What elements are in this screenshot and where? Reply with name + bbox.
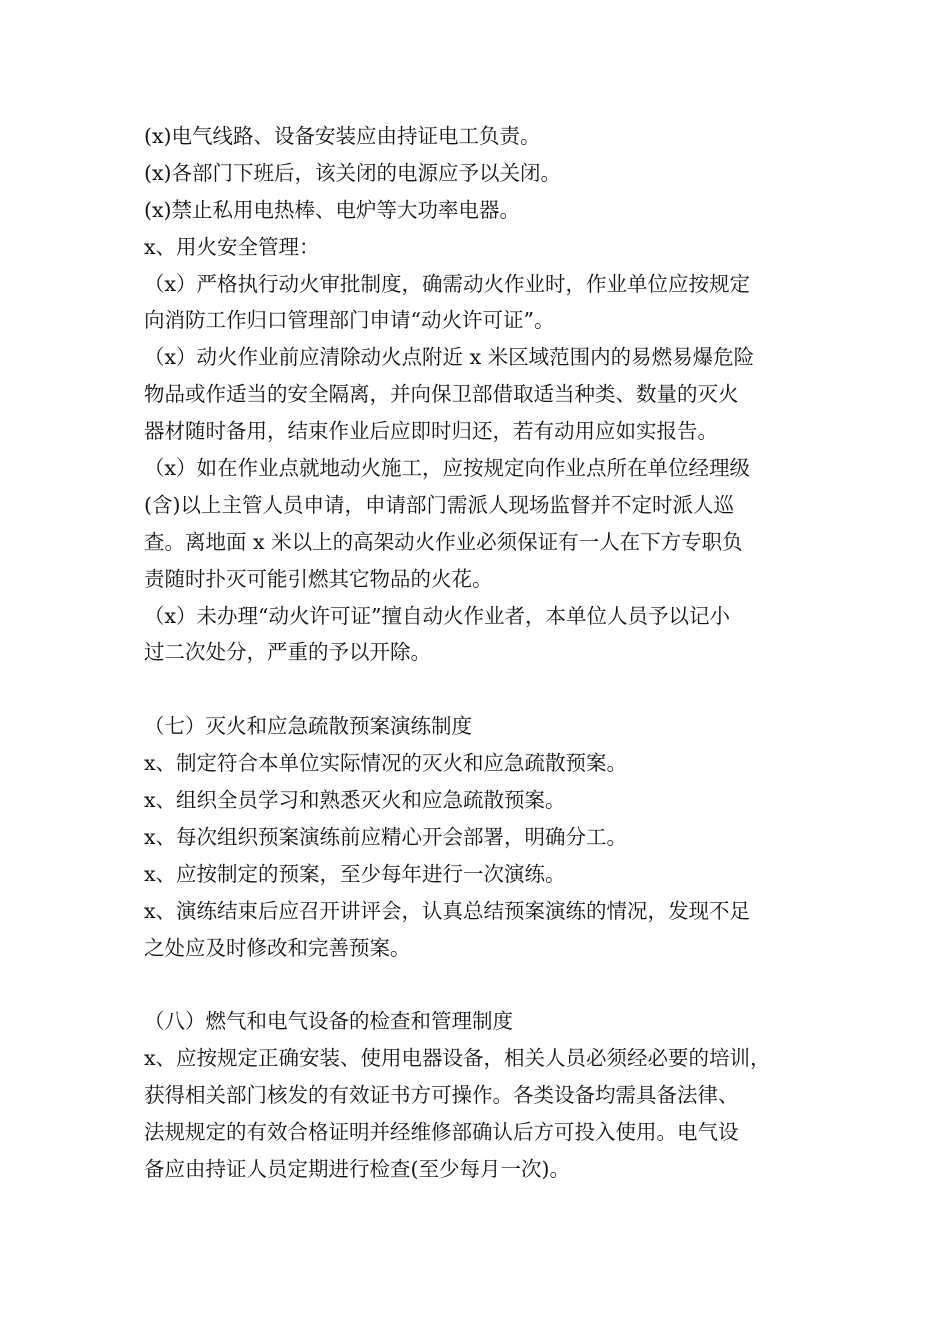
- text-line: 查。离地面 x 米以上的高架动火作业必须保证有一人在下方专职负: [144, 529, 743, 554]
- text-line: （x）未办理“动火许可证”擅自动火作业者，本单位人员予以记小: [144, 603, 731, 628]
- text-line: 之处应及时修改和完善预案。: [144, 935, 411, 960]
- text-line: x、组织全员学习和熟悉灭火和应急疏散预案。: [144, 788, 566, 813]
- text-line: （x）动火作业前应清除动火点附近 x 米区域范围内的易燃易爆危险: [144, 345, 755, 370]
- text-line: 备应由持证人员定期进行检查(至少每月一次)。: [144, 1156, 570, 1181]
- text-line: x、演练结束后应召开讲评会，认真总结预案演练的情况，发现不足: [144, 898, 751, 923]
- text-line: (含)以上主管人员申请，申请部门需派人现场监督并不定时派人巡: [144, 492, 734, 517]
- text-line: 获得相关部门核发的有效证书方可操作。各类设备均需具备法律、: [144, 1083, 739, 1108]
- text-line: x、应按制定的预案，至少每年进行一次演练。: [144, 861, 566, 886]
- section-heading: （八）燃气和电气设备的检查和管理制度: [144, 1009, 513, 1034]
- paragraph-gap: [144, 966, 816, 1003]
- text-line: x、用火安全管理：: [144, 234, 320, 259]
- section-heading: （七）灭火和应急疏散预案演练制度: [144, 714, 472, 739]
- text-line: 法规规定的有效合格证明并经维修部确认后方可投入使用。电气设: [144, 1120, 739, 1145]
- text-line: (x)各部门下班后，该关闭的电源应予以关闭。: [144, 160, 562, 185]
- text-line: 过二次处分，严重的予以开除。: [144, 640, 431, 665]
- text-line: （x）严格执行动火审批制度，确需动火作业时，作业单位应按规定: [144, 271, 751, 296]
- paragraph-gap: [144, 671, 816, 708]
- text-line: (x)电气线路、设备安装应由持证电工负责。: [144, 124, 541, 148]
- text-line: 向消防工作归口管理部门申请“动火许可证”。: [144, 308, 555, 333]
- text-line: （x）如在作业点就地动火施工，应按规定向作业点所在单位经理级: [144, 456, 751, 481]
- text-line: x、每次组织预案演练前应精心开会部署，明确分工。: [144, 824, 628, 849]
- text-line: x、应按规定正确安装、使用电器设备，相关人员必须经必要的培训，: [144, 1046, 771, 1071]
- text-line: 责随时扑灭可能引燃其它物品的火花。: [144, 566, 493, 591]
- document-page: [144, 118, 816, 1188]
- text-line: 器材随时备用，结束作业后应即时归还，若有动用应如实报告。: [144, 419, 718, 444]
- text-line: (x)禁止私用电热棒、电炉等大功率电器。: [144, 197, 521, 222]
- text-line: 物品或作适当的安全隔离，并向保卫部借取适当种类、数量的灭火: [144, 382, 739, 407]
- text-line: x、制定符合本单位实际情况的灭火和应急疏散预案。: [144, 751, 628, 776]
